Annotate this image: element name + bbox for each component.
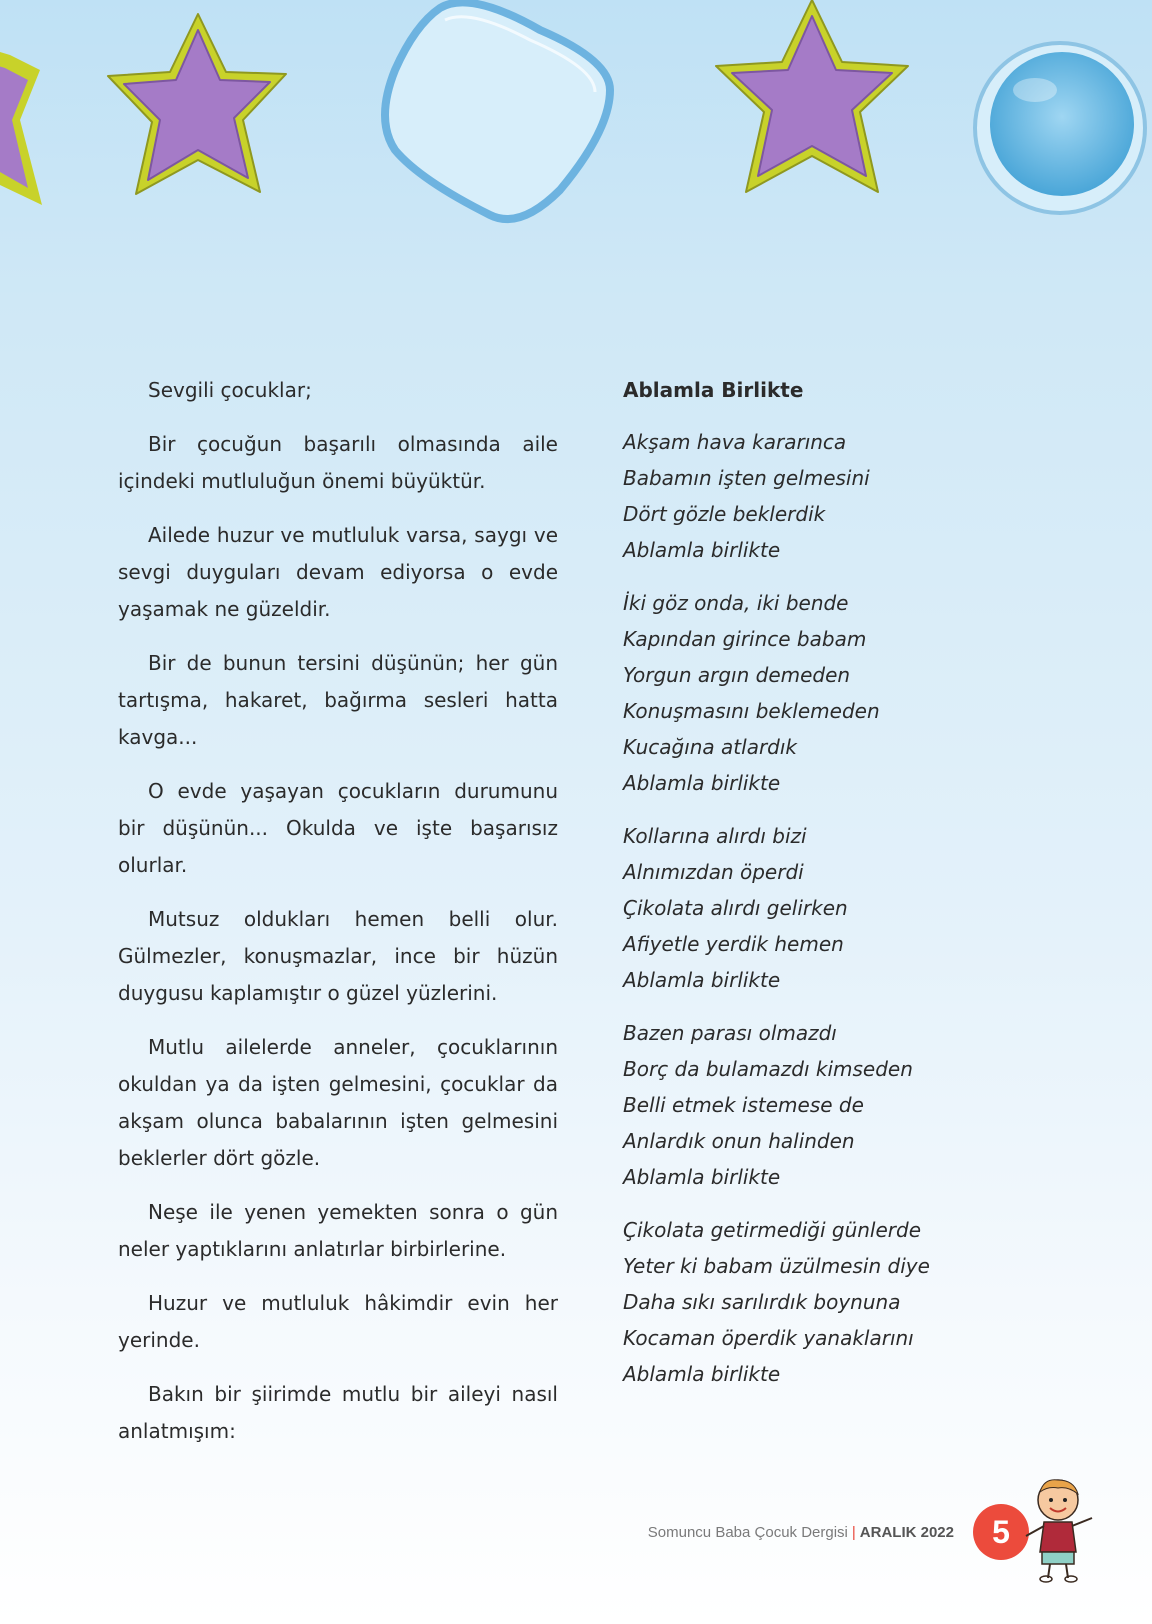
poem-line: Ablamla birlikte — [623, 1362, 781, 1386]
letter-paragraph: Mutlu ailelerde anneler, çocuklarının okuldan ya da işten gelmesini, çocuklar da akşam olunca babalarının işten gelmesini beklerler dört gözle. — [118, 1035, 558, 1170]
letter-paragraph: Bir çocuğun başarılı olmasında aile içindeki mutluluğun önemi büyüktür. — [118, 432, 558, 493]
letter-paragraph: Sevgili çocuklar; — [148, 378, 312, 402]
letter-paragraph: Ailede huzur ve mutluluk varsa, saygı ve sevgi duyguları devam ediyorsa o evde yaşamak ne güzeldir. — [118, 523, 558, 621]
letter-paragraph: Mutsuz oldukları hemen belli olur. Gülmezler, konuşmazlar, ince bir hüzün duygusu kaplamıştır o güzel yüzlerini. — [118, 907, 558, 1005]
starfish-icon — [108, 14, 286, 194]
letter-column — [118, 372, 558, 1467]
poem-line: Afiyetle yerdik hemen — [623, 932, 844, 956]
top-decorations — [0, 0, 1152, 240]
letter-paragraph: O evde yaşayan çocukların durumunu bir düşünün... Okulda ve işte başarısız olurlar. — [118, 779, 558, 877]
poem-line: Kucağına atlardık — [623, 735, 798, 759]
page-number: 5 — [973, 1504, 1029, 1560]
poem-line: Ablamla birlikte — [623, 771, 781, 795]
starfish-icon — [0, 40, 42, 210]
poem-line: Kocaman öperdik yanaklarını — [623, 1326, 914, 1350]
poem-line: Daha sıkı sarılırdık boynuna — [623, 1290, 901, 1314]
magazine-name: Somuncu Baba Çocuk Dergisi — [647, 1524, 848, 1541]
poem-line: Alnımızdan öperdi — [623, 860, 804, 884]
poem-line: Kollarına alırdı bizi — [623, 824, 807, 848]
letter-paragraph: Bakın bir şiirimde mutlu bir aileyi nasıl anlatmışım: — [118, 1382, 558, 1443]
poem-stanza — [623, 1212, 1043, 1392]
poem-line: Belli etmek istemese de — [623, 1093, 864, 1117]
footer-separator: | — [851, 1524, 856, 1541]
poem-line: Dört gözle beklerdik — [623, 502, 826, 526]
poem-line: Akşam hava kararınca — [623, 430, 847, 454]
poem-line: Ablamla birlikte — [623, 538, 781, 562]
poem-title: Ablamla Birlikte — [623, 378, 804, 402]
bubble-icon — [385, 2, 610, 219]
poem-line: Babamın işten gelmesini — [623, 466, 870, 490]
starfish-icon — [716, 0, 908, 192]
poem-line: Bazen parası olmazdı — [623, 1021, 837, 1045]
poem-line: Borç da bulamazdı kimseden — [623, 1057, 913, 1081]
poem-line: Yeter ki babam üzülmesin diye — [623, 1254, 930, 1278]
poem-stanza — [623, 818, 1043, 998]
page-footer — [648, 1524, 954, 1541]
poem-stanza — [623, 424, 1043, 568]
poem-line: Konuşmasını beklemeden — [623, 699, 880, 723]
poem-line: Çikolata alırdı gelirken — [623, 896, 848, 920]
poem-line: Anlardık onun halinden — [623, 1129, 855, 1153]
poem-column — [623, 372, 1043, 1409]
poem-line: İki göz onda, iki bende — [623, 591, 849, 615]
poem-stanza — [623, 585, 1043, 801]
issue-date: ARALIK 2022 — [859, 1524, 954, 1541]
poem-line: Kapından girince babam — [623, 627, 867, 651]
poem-line: Ablamla birlikte — [623, 1165, 781, 1189]
poem-line: Yorgun argın demeden — [623, 663, 851, 687]
child-mascot-icon — [1022, 1478, 1114, 1584]
letter-paragraph: Huzur ve mutluluk hâkimdir evin her yerinde. — [118, 1291, 558, 1352]
bubble-icon — [975, 43, 1145, 213]
letter-paragraph: Bir de bunun tersini düşünün; her gün tartışma, hakaret, bağırma sesleri hatta kavga... — [118, 651, 558, 749]
poem-stanza — [623, 1015, 1043, 1195]
poem-line: Ablamla birlikte — [623, 968, 781, 992]
poem-line: Çikolata getirmediği günlerde — [623, 1218, 922, 1242]
letter-paragraph: Neşe ile yenen yemekten sonra o gün neler yaptıklarını anlatırlar birbirlerine. — [118, 1200, 558, 1261]
